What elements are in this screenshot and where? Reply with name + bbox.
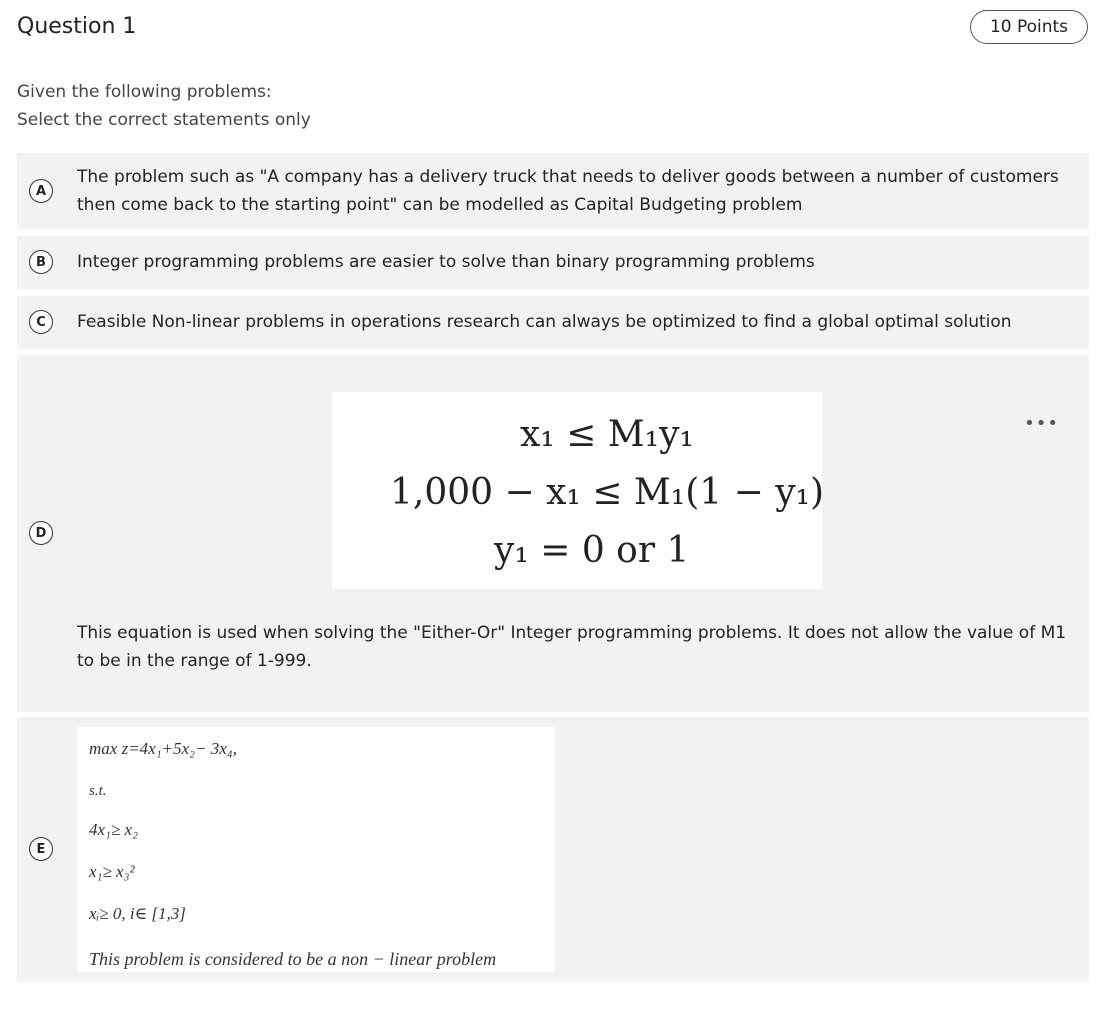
points-badge: 10 Points bbox=[970, 10, 1088, 44]
question-prompt-line2: Select the correct statements only bbox=[17, 110, 311, 130]
option-a[interactable] bbox=[17, 153, 1089, 229]
option-d-letter[interactable]: D bbox=[29, 521, 53, 545]
model-objective: max z=4x₁+5x₂− 3x₄, bbox=[89, 739, 237, 758]
option-d-text: This equation is used when solving the "Either-Or" Integer programming problems. It does not allow the value of M1 to be in the range of 1-999. bbox=[77, 623, 1067, 671]
option-c[interactable] bbox=[17, 296, 1089, 349]
question-title: Question 1 bbox=[17, 14, 137, 39]
model-conclusion: This problem is considered to be a non − linear problem bbox=[89, 949, 497, 969]
question-prompt-line1: Given the following problems: bbox=[17, 82, 272, 102]
nonlinear-model-image bbox=[77, 727, 555, 972]
model-constraint-2: x₁≥ x₃² bbox=[89, 862, 135, 881]
equation-line-3: y₁ = 0 or 1 bbox=[494, 530, 690, 571]
option-b[interactable] bbox=[17, 236, 1089, 289]
option-c-text: Feasible Non-linear problems in operations research can always be optimized to find a global optimal solution bbox=[77, 312, 1012, 332]
equation-line-1: x₁ ≤ M₁y₁ bbox=[520, 414, 694, 455]
model-constraint-1: 4x₁≥ x₂ bbox=[89, 820, 138, 839]
model-subject-to: s.t. bbox=[89, 783, 107, 799]
option-d[interactable] bbox=[17, 355, 1089, 712]
equation-line-2: 1,000 − x₁ ≤ M₁(1 − y₁) bbox=[390, 472, 825, 513]
option-c-letter[interactable]: C bbox=[29, 310, 53, 334]
option-e[interactable] bbox=[17, 717, 1089, 982]
more-options-icon[interactable]: ••• bbox=[1024, 413, 1059, 434]
option-b-letter[interactable]: B bbox=[29, 250, 53, 274]
option-a-text: The problem such as "A company has a delivery truck that needs to deliver goods between a number of customers then come back to the starting point" can be modelled as Capital Budgeting problem bbox=[77, 167, 1059, 215]
model-constraint-3: xᵢ≥ 0, i∈ [1,3] bbox=[89, 904, 186, 923]
option-e-letter[interactable]: E bbox=[29, 837, 53, 861]
option-a-letter[interactable]: A bbox=[29, 179, 53, 203]
option-b-text: Integer programming problems are easier to solve than binary programming problems bbox=[77, 252, 815, 272]
either-or-equation bbox=[332, 392, 825, 589]
